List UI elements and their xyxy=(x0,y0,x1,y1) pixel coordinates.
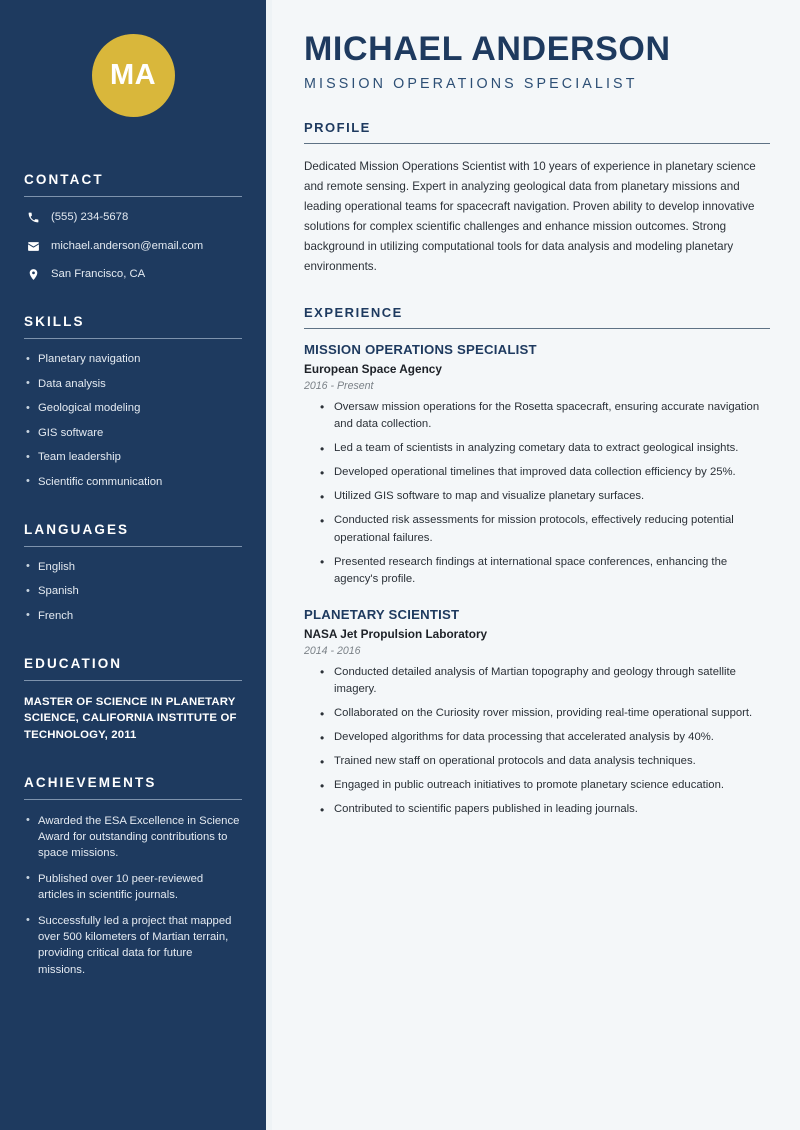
contact-item-location[interactable] xyxy=(24,267,242,282)
contact-heading: CONTACT xyxy=(24,172,104,187)
list-item: • Conducted risk assessments for mission protocols, effectively reducing potential operational failures. xyxy=(318,512,770,547)
profile-heading: PROFILE xyxy=(304,120,371,136)
contact-divider xyxy=(24,196,242,197)
list-item: • French xyxy=(24,609,242,624)
profile-divider xyxy=(304,143,770,144)
location-pin-icon xyxy=(24,268,42,281)
skills-divider xyxy=(24,338,242,339)
list-item: • Planetary navigation xyxy=(24,352,242,367)
list-item: • GIS software xyxy=(24,426,242,441)
experience-divider xyxy=(304,328,770,329)
list-item: • Scientific communication xyxy=(24,475,242,490)
contact-item-email[interactable] xyxy=(24,239,242,254)
languages-divider xyxy=(24,546,242,547)
list-item: • Led a team of scientists in analyzing cometary data to extract geological insights. xyxy=(318,440,770,458)
job-dates: 2014 - 2016 xyxy=(304,644,361,657)
list-item: • Spanish xyxy=(24,584,242,599)
sidebar-section-languages xyxy=(24,522,242,624)
sidebar xyxy=(0,0,272,1130)
education-heading: EDUCATION xyxy=(24,655,123,671)
achievements-divider xyxy=(24,799,242,800)
envelope-icon xyxy=(24,240,42,253)
list-item: • Geological modeling xyxy=(24,401,242,416)
skills-list xyxy=(24,352,242,490)
job-bullets xyxy=(304,399,770,589)
sidebar-section-skills xyxy=(24,314,242,490)
list-item: • Contributed to scientific papers published in leading journals. xyxy=(318,801,770,819)
contact-email-value: michael.anderson@email.com xyxy=(51,239,204,252)
education-divider xyxy=(24,680,242,681)
section-experience xyxy=(304,305,770,819)
avatar-container xyxy=(24,0,242,125)
list-item: • English xyxy=(24,560,242,575)
sidebar-section-education xyxy=(24,656,242,744)
phone-icon xyxy=(24,211,42,224)
job-company: NASA Jet Propulsion Laboratory xyxy=(304,626,488,641)
achievements-list xyxy=(24,813,242,977)
list-item: • Presented research findings at international space conferences, enhancing the agency's profile. xyxy=(318,554,770,589)
job-title: MISSION OPERATIONS SPECIALIST xyxy=(304,341,537,357)
education-entry: MASTER OF SCIENCE IN PLANETARY SCIENCE, CALIFORNIA INSTITUTE OF TECHNOLOGY, 2011 xyxy=(24,695,237,741)
list-item: • Successfully led a project that mapped over 500 kilometers of Martian terrain, providing critical data for future missions. xyxy=(24,913,242,977)
experience-heading: EXPERIENCE xyxy=(304,304,403,320)
list-item: • Data analysis xyxy=(24,377,242,392)
main-content xyxy=(272,0,800,1130)
list-item: • Developed operational timelines that improved data collection efficiency by 25%. xyxy=(318,464,770,482)
skills-heading: SKILLS xyxy=(24,314,85,330)
list-item: • Conducted detailed analysis of Martian topography and geology through satellite imagery. xyxy=(318,664,770,699)
job-company: European Space Agency xyxy=(304,361,442,376)
page-title: MICHAEL ANDERSON xyxy=(304,30,671,68)
contact-item-phone[interactable] xyxy=(24,210,242,225)
sidebar-section-achievements xyxy=(24,775,242,977)
profile-text: Dedicated Mission Operations Scientist with 10 years of experience in planetary science and remote sensing. Expert in analyzing geological data from planetary missions and leading operational teams for spacecraft navigation. Proven ability to develop innovative solutions for complex scientific challenges and enhance mission outcomes. Strong background in utilizing computational tools for data analysis and modeling planetary environments. xyxy=(304,160,756,273)
job-dates: 2016 - Present xyxy=(304,379,374,392)
job-title: PLANETARY SCIENTIST xyxy=(304,606,460,622)
experience-entry-1 xyxy=(304,342,770,589)
list-item: • Published over 10 peer-reviewed articles in scientific journals. xyxy=(24,871,242,903)
list-item: • Utilized GIS software to map and visualize planetary surfaces. xyxy=(318,488,770,506)
list-item: • Trained new staff on operational protocols and data analysis techniques. xyxy=(318,753,770,771)
section-profile xyxy=(304,120,770,277)
experience-entry-2 xyxy=(304,607,770,819)
languages-heading: LANGUAGES xyxy=(24,521,130,537)
achievements-heading: ACHIEVEMENTS xyxy=(24,775,157,791)
sidebar-section-contact xyxy=(24,172,242,282)
contact-location-value: San Francisco, CA xyxy=(51,268,146,281)
list-item: • Team leadership xyxy=(24,450,242,465)
list-item: • Collaborated on the Curiosity rover mission, providing real-time operational support. xyxy=(318,705,770,723)
contact-phone-value: (555) 234-5678 xyxy=(51,211,129,223)
list-item: • Awarded the ESA Excellence in Science Award for outstanding contributions to space missions. xyxy=(24,813,242,861)
job-bullets xyxy=(304,664,770,819)
list-item: • Developed algorithms for data processing that accelerated analysis by 40%. xyxy=(318,729,770,747)
list-item: • Engaged in public outreach initiatives to promote planetary science education. xyxy=(318,777,770,795)
languages-list xyxy=(24,560,242,624)
avatar: MA xyxy=(92,34,175,117)
list-item: • Oversaw mission operations for the Rosetta spacecraft, ensuring accurate navigation and data collection. xyxy=(318,399,770,434)
job-role-subtitle: MISSION OPERATIONS SPECIALIST xyxy=(304,76,638,93)
